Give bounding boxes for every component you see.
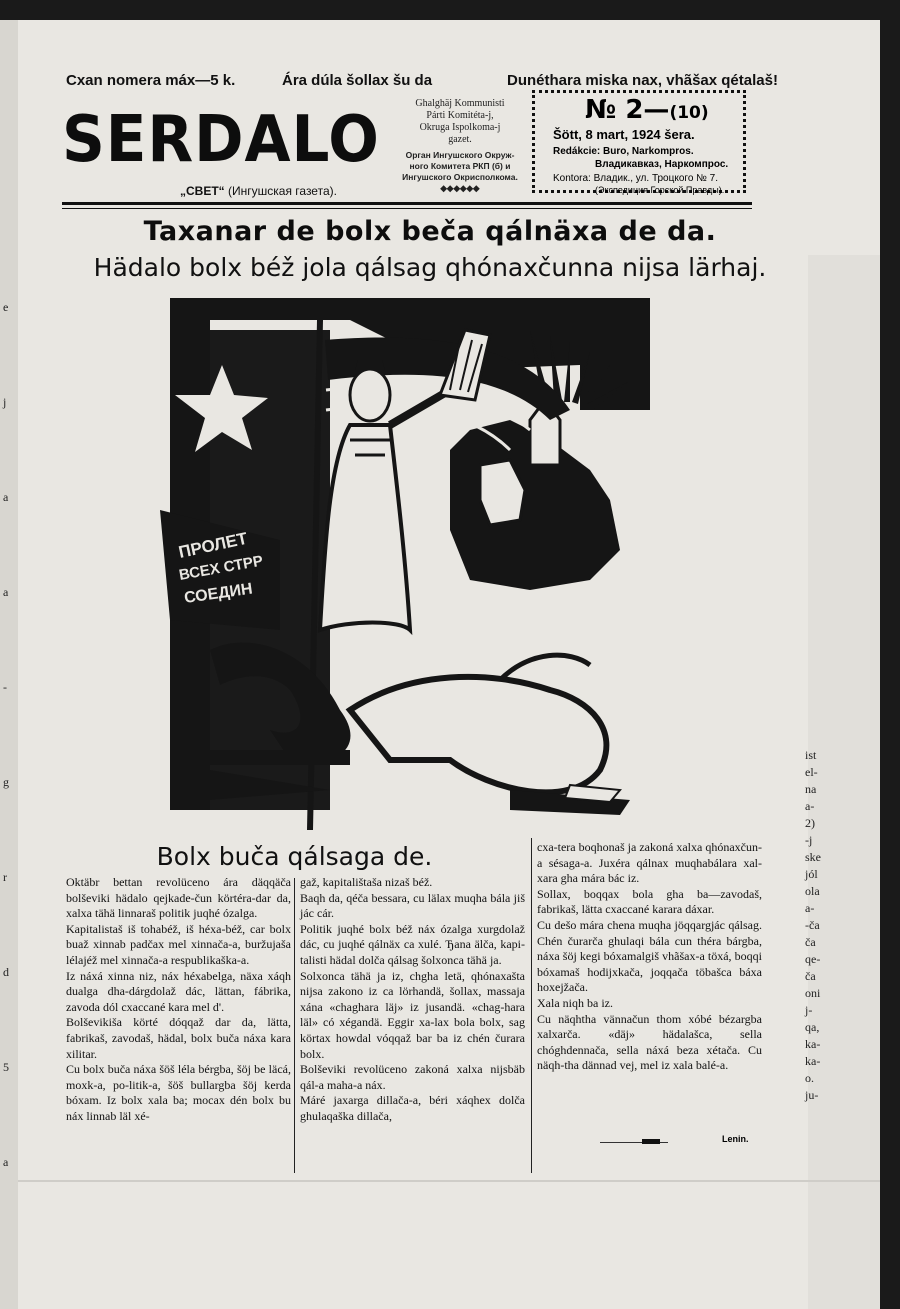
organ-statement (390, 98, 530, 194)
expedition-note: (Экспедиция Горской Правды). (595, 185, 725, 195)
issue-box (532, 90, 746, 193)
right-margin-fragment: el- (805, 765, 818, 779)
subheadline: Hädalo bolx béž jola qálsag qhónaxčunna nijsa lärhaj. (93, 253, 767, 282)
article-column-1: Oktäbr bettan revolüceno ára däqqäča bolševiki hädalo qejkade-čun körtéra-dar da, xalxa tähä linnaraš politik juqhé ózalga. Kapitalistaš iš tohabéž, iš héxa-béž, car bolx buaž xinnab padčax mel xinnača-a, buržujaša lélajéž mel xinnača-a respublikaška-a. Iz náxá xinna niz, náx héxabelga, näxa xáqh dualga dha-dárgdolaž dác, lättan, fábrika, zavoda dól cxaccané kara mel d'. Bolševikiša körté dóqqaž dar da, lätta, fabrikaš, zavodaš, hädal, bolx buča náxa kara xilitar. Cu bolx buča náxa šöš léla bérgba, šöj be läcá, moxk-a, po-litik-a, šöš bullargba šöj kerda bóxam. Iz bolx xala ba; mocax dén bolx bu náx linnab läl xé- (66, 875, 291, 1123)
headline: Taxanar de bolx beča qálnäxa de da. (143, 216, 717, 247)
issue-number (585, 95, 709, 125)
left-margin-fragment: d (3, 965, 9, 979)
right-margin-fragment: ka- (805, 1037, 821, 1051)
right-margin-fragment: -ča (805, 918, 820, 932)
office-address: Kontora: Владик., ул. Троцкого № 7. (553, 173, 719, 184)
issue-date: Šött, 8 mart, 1924 šera. (553, 127, 695, 142)
slogan-right: Dunéthara miska nax, vhãšax qétalaš! (507, 72, 778, 89)
organ-line: gazet. (448, 134, 472, 145)
right-margin-fragment: a- (805, 901, 815, 915)
organ-ru-line: Ингушского Окрисполкома. (402, 172, 518, 182)
masthead-title: SERDALO (62, 103, 380, 177)
left-margin-fragment: g (3, 775, 9, 789)
redaction-ru: Владикавказ, Наркомпрос. (595, 159, 729, 170)
column-rule (531, 838, 532, 1173)
right-margin-fragment: 2) (805, 816, 815, 830)
article-title: Bolx buča qálsaga de. (156, 842, 433, 871)
masthead-rule-thin (62, 208, 752, 209)
masthead-subtitle (180, 184, 337, 198)
right-margin-fragment: ča (805, 935, 816, 949)
signature-ornament (642, 1139, 660, 1144)
adjacent-page-right-margin (808, 255, 880, 1309)
issue-number-total: (10) (669, 103, 709, 123)
right-margin-fragment: na (805, 782, 817, 796)
signature: Lenin. (722, 1134, 749, 1144)
poster-text-1: ПРОЛЕТ (176, 528, 250, 562)
organ-line: Párti Komitéta-j, (426, 110, 494, 121)
right-margin-fragment: j- (805, 1003, 813, 1017)
svet-note: (Ингушская газета). (228, 184, 337, 198)
woodcut-illustration (150, 290, 680, 835)
poster-text-2: ВСЕХ СТРР (177, 552, 265, 584)
right-margin-fragment: qa, (805, 1020, 820, 1034)
issue-number-main: № 2— (585, 95, 670, 125)
right-margin-fragment: qe- (805, 952, 821, 966)
left-margin-fragment: e (3, 300, 9, 314)
right-margin-fragment: ist (805, 748, 817, 762)
right-margin-fragment: ske (805, 850, 821, 864)
page-fold (18, 1180, 880, 1182)
left-margin-fragment: a (3, 490, 9, 504)
column-rule (294, 878, 295, 1173)
organ-ru (390, 150, 530, 194)
right-margin-fragment: ju- (805, 1088, 819, 1102)
right-margin-fragment: a- (805, 799, 815, 813)
left-margin-fragment: a (3, 585, 9, 599)
svet-label: „СВЕТ“ (180, 184, 225, 198)
left-margin-fragment: r (3, 870, 7, 884)
poster-text-3: СОЕДИН (183, 580, 254, 607)
organ-line: Okruga Ispolkoma-j (419, 122, 501, 133)
organ-ru-line: ного Комитета РКП (б) и (409, 161, 511, 171)
article-column-2: gaž, kapitalištaša nizaš béž. Baqh da, qéča bessara, cu lälax muqha bála jiš jác cár. Politik juqhé bolx béž náx ózalga xurgdolaž dác, cu juqhé qálnäx ca xulé. Ђana älča, kapi-talisti hädal dolča qálsag šolxonca tähä ja. Solxonca tähä ja iz, chgha letä, qhónaxašta nijsa zakono iz ca lörhandä, šollax, massaja xána «chaghara läj» iz jusandä. «chag-hara läl» có xégandä. Eggir xa-lax bola bolx, sag körtax howdal vóqqaž bar ba iz chén čurara bolx. Bolševiki revolüceno zakoná xalxa nijsbäb qál-a maha-a náx. Máré jaxarga dillača-a, béri xáqhex dolča ghulaqaška dillača, (300, 875, 525, 1123)
adjacent-page-left-margin (0, 20, 18, 1309)
organ-ru-line: Орган Ингушского Окруж- (405, 150, 515, 160)
left-margin-fragment: a (3, 1155, 9, 1169)
organ-line: Ghalghäj Kommunisti (415, 98, 505, 109)
right-margin-fragment: ola (805, 884, 820, 898)
right-margin-fragment: ka- (805, 1054, 821, 1068)
left-margin-fragment: - (3, 680, 7, 694)
masthead-rule (62, 202, 752, 205)
slogan-center: Ára dúla šollax šu da (282, 72, 433, 89)
right-margin-fragment: o. (805, 1071, 814, 1085)
article-column-3: cxa-tera boqhonaš ja zakoná xalxa qhónaxčun-a sésaga-a. Juxéra qálnax muqhabálara xal-xara gha mára bác iz. Sollax, boqqax bola gha ba—zavodaš, fabrikaš, lätta cxaccané karara dáxar. Cu dešo mára chena muqha jöqqargjác qálsag. Chén čurarča ghulaqi bála cun théra bárgba, náxa šöj kegi bóxamalgiš vhãšax-a töxá, boqqi bóxamaš hodijxkača, joqqača töbašca báxa hoxejžača. Xala niqh ba iz. Cu näqhtha vännačun thom xóbé bézargba xalxarča. «däj» hädalašca, sella chóghdennača, sella náxá beza xétača. Cu näqh-tha dännad vej, mel iz xala balé-a. (537, 840, 762, 1073)
redaction: Redákcie: Buro, Narkompros. (553, 146, 694, 157)
right-margin-fragment: jól (805, 867, 818, 881)
left-margin-fragment: j (3, 395, 7, 409)
right-margin-fragment: ča (805, 969, 816, 983)
price-note: Cxan nomera máx—5 k. (66, 72, 236, 89)
right-margin-fragment: oni (805, 986, 821, 1000)
left-margin-fragment: 5 (3, 1060, 9, 1074)
ornament: ◆◆◆◆◆◆ (440, 183, 480, 193)
right-margin-fragment: -j (805, 833, 813, 847)
